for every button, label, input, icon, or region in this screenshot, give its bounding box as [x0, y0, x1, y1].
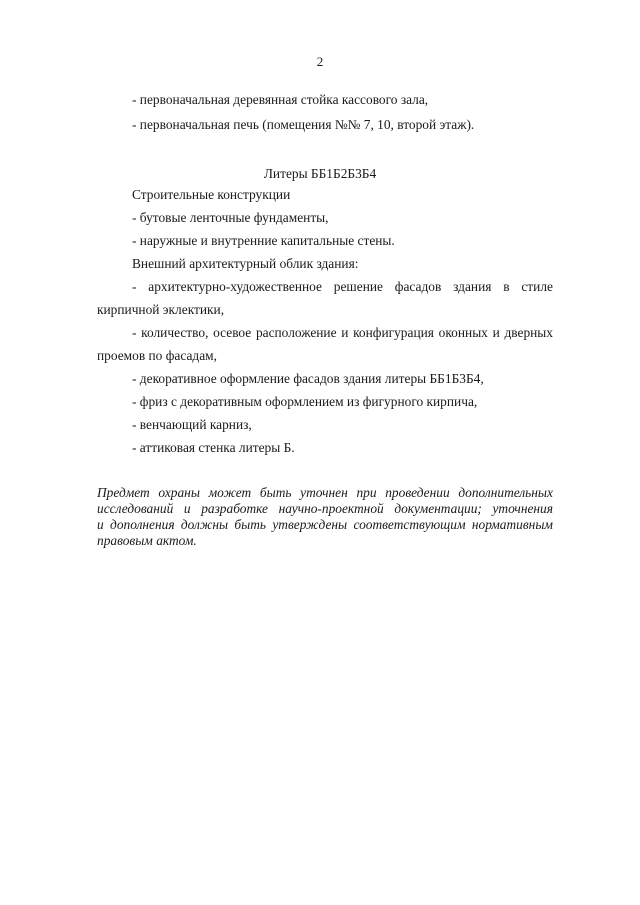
appearance-title: Внешний архитектурный облик здания:	[132, 256, 359, 271]
item-stove: - первоначальная печь (помещения №№ 7, 10, второй этаж).	[132, 117, 475, 132]
item-cornice: - венчающий карниз,	[132, 417, 252, 432]
page-number: 2	[316, 54, 324, 69]
note-line-1: Предмет охраны может быть уточнен при проведении дополнительных	[97, 485, 553, 500]
section-heading: Литеры ББ1Б2Б3Б4	[263, 166, 377, 181]
note-line-4: правовым актом.	[97, 533, 197, 548]
item-decoration: - декоративное оформление фасадов здания литеры ББ1Б3Б4,	[132, 371, 484, 386]
note-line-2: исследований и разработке научно-проектной документации; уточнения	[97, 501, 553, 516]
item-counter-stand: - первоначальная деревянная стойка кассового зала,	[132, 92, 429, 107]
item-openings: - количество, осевое расположение и конфигурация оконных и дверных	[132, 325, 553, 340]
item-foundations: - бутовые ленточные фундаменты,	[132, 210, 329, 225]
item-frieze: - фриз с декоративным оформлением из фигурного кирпича,	[132, 394, 478, 409]
item-openings-cont: проемов по фасадам,	[97, 348, 217, 363]
item-facade-solution: - архитектурно-художественное решение фасадов здания в стиле	[132, 279, 553, 294]
item-attic-wall: - аттиковая стенка литеры Б.	[132, 440, 295, 455]
note-line-3: и дополнения должны быть утверждены соответствующим нормативным	[97, 517, 553, 532]
item-facade-solution-cont: кирпичной эклектики,	[97, 302, 225, 317]
item-walls: - наружные и внутренние капитальные стены.	[132, 233, 395, 248]
structures-title: Строительные конструкции	[132, 187, 291, 202]
